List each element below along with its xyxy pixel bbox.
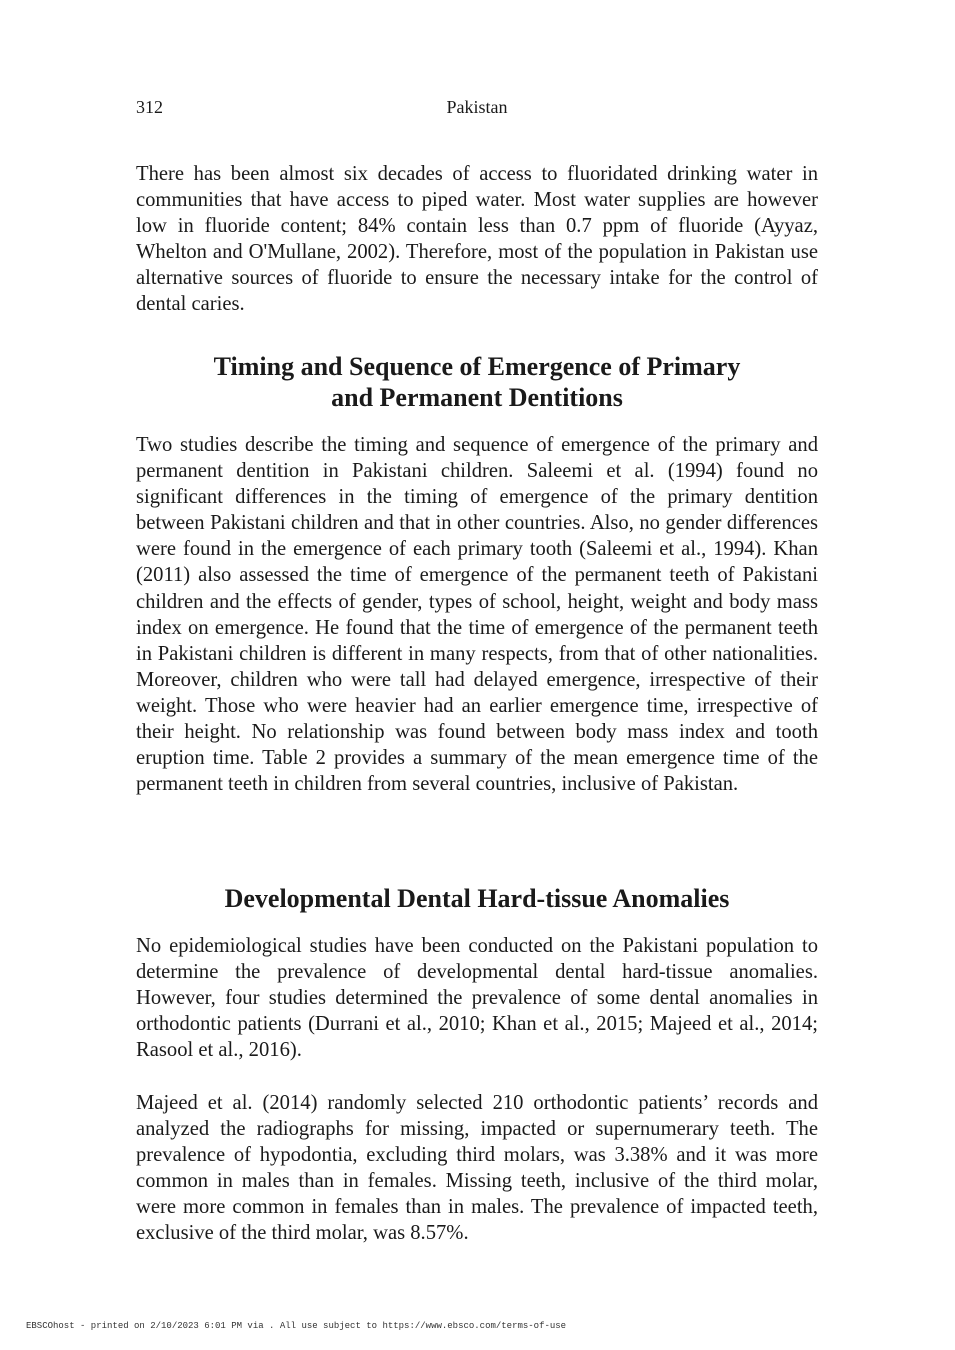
paragraph-anomalies-overview: No epidemiological studies have been conducted on the Pakistani population to determine the prevalence of developmental dental hard-tissue anomalies. However, four studies determined the prevalence of some dental anomalies in orthodontic patients (Durrani et al., 2010; Khan et al., 2015; Majeed et al., 2014; Rasool et al., 2016). (136, 935, 818, 1062)
print-footer: EBSCOhost - printed on 2/10/2023 6:01 PM via . All use subject to https://www.ebsco.com/terms-of-use (26, 1321, 567, 1331)
section-heading-emergence (136, 351, 818, 413)
paragraph-majeed-study: Majeed et al. (2014) randomly selected 210 orthodontic patients’ records and analyzed the radiographs for missing, impacted or supernumerary teeth. The prevalence of hypodontia, excluding third molars, was 3.38% and it was more common in males than in females. Missing teeth, inclusive of the third molar, were more common in females than in males. The prevalence of impacted teeth, exclusive of the third molar, was 8.57%. (136, 1092, 818, 1245)
section-heading-anomalies-text: Developmental Dental Hard-tissue Anomalies (224, 884, 730, 913)
running-header (136, 97, 818, 121)
section-heading-anomalies (136, 883, 818, 914)
section-heading-emergence-line-1: Timing and Sequence of Emergence of Primary (213, 352, 741, 381)
running-title: Pakistan (446, 97, 508, 117)
page-number: 312 (136, 97, 163, 117)
paragraph-fluoride-access: There has been almost six decades of access to fluoridated drinking water in communities that have access to piped water. Most water supplies are however low in fluoride content; 84% contain less than 0.7 ppm of fluoride (Ayyaz, Whelton and O'Mullane, 2002). Therefore, most of the population in Pakistan use alternative sources of fluoride to ensure the necessary intake for the control of dental caries. (136, 163, 818, 316)
section-heading-emergence-line-2: and Permanent Dentitions (331, 383, 623, 412)
paragraph-emergence-studies: Two studies describe the timing and sequence of emergence of the primary and permanent dentition in Pakistani children. Saleemi et al. (1994) found no significant differences in the timing of emergence of the primary dentition between Pakistani children and that in other countries. Also, no gender differences were found in the emergence of each primary tooth (Saleemi et al., 1994). Khan (2011) also assessed the time of emergence of the permanent teeth of Pakistani children and the effects of gender, types of school, height, weight and body mass index on emergence. He found that the time of emergence of the permanent teeth in Pakistani children is different in many respects, from that of other nationalities. Moreover, children who were tall had delayed emergence, irrespective of their weight. Those who were heavier had an earlier emergence time, irrespective of their height. No relationship was found between body mass index and tooth eruption time. Table 2 provides a summary of the mean emergence time of the permanent teeth in children from several countries, inclusive of Pakistan. (136, 434, 818, 796)
